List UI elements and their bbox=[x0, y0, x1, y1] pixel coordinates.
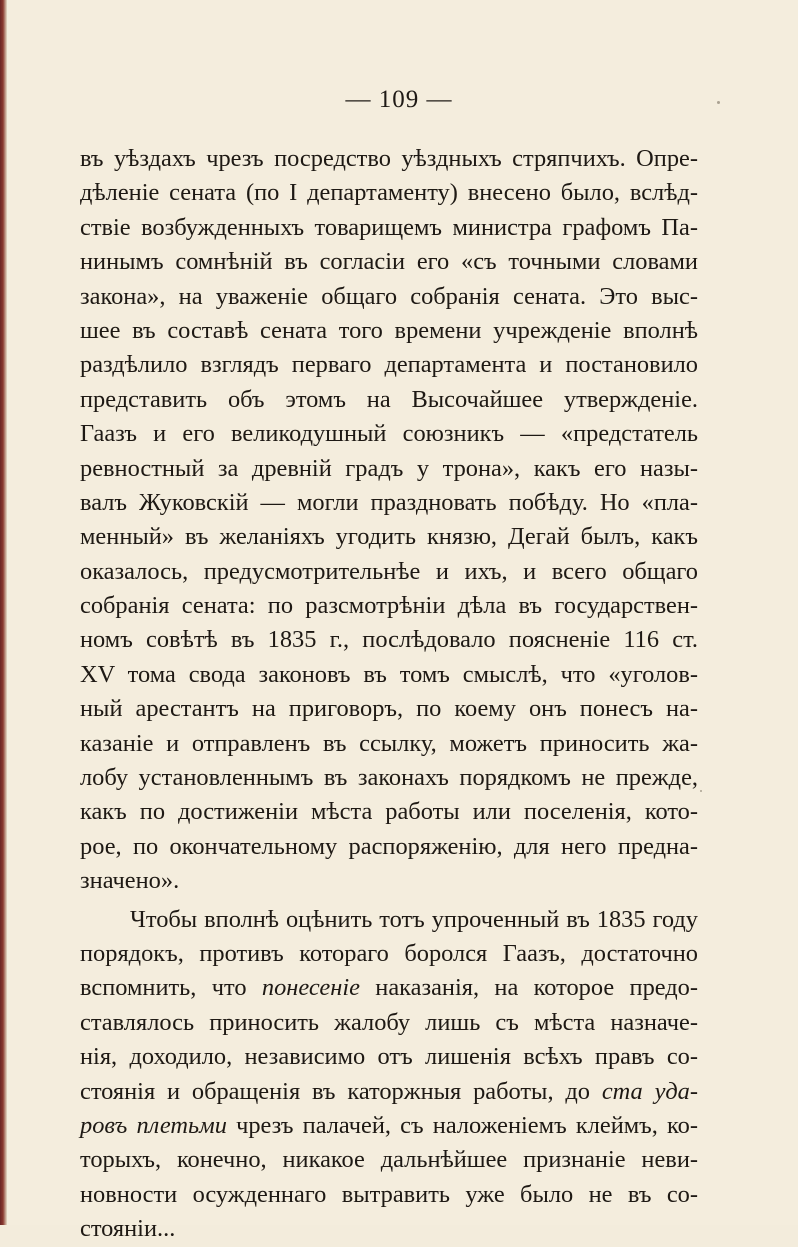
text-line bbox=[80, 1075, 698, 1109]
text-span: чрезъ палачей, съ наложеніемъ клеймъ, ко- bbox=[226, 1111, 698, 1139]
italic-text: ровъ плетьми bbox=[80, 1111, 227, 1139]
text-line: какъ по достиженіи мѣста работы или поселенія, кото- bbox=[80, 798, 698, 826]
text-line: казаніе и отправленъ въ ссылку, можетъ приносить жа- bbox=[80, 729, 698, 757]
text-line: значено». bbox=[80, 867, 180, 895]
text-line: XV тома свода законовъ въ томъ смыслѣ, что «уголов- bbox=[80, 660, 698, 688]
text-line: менный» въ желаніяхъ угодить князю, Дегай былъ, какъ bbox=[80, 523, 698, 551]
page-binding-edge bbox=[0, 0, 7, 1225]
text-span: стоянія и обращенія въ каторжныя работы, до bbox=[80, 1077, 602, 1105]
text-line: ный арестантъ на приговоръ, по коему онъ понесъ на- bbox=[80, 695, 698, 723]
text-line: закона», на уваженіе общаго собранія сената. Это выс- bbox=[80, 282, 698, 310]
text-line: оказалось, предусмотрительнѣе и ихъ, и всего общаго bbox=[80, 557, 698, 585]
text-line: порядокъ, противъ котораго боролся Гаазъ, достаточно bbox=[80, 939, 698, 967]
page-number: — 109 — bbox=[345, 86, 453, 113]
paragraph-2 bbox=[80, 903, 698, 1247]
text-line: стояніи... bbox=[80, 1215, 176, 1243]
text-line: въ уѣздахъ чрезъ посредство уѣздныхъ стряпчихъ. Опре- bbox=[80, 145, 698, 172]
paper-speck bbox=[717, 101, 720, 104]
text-span: вспомнить, что bbox=[80, 974, 262, 1002]
text-line: раздѣлило взглядъ перваго департамента и постановило bbox=[80, 351, 698, 379]
text-line: шее въ составѣ сената того времени учрежденіе вполнѣ bbox=[80, 316, 698, 344]
paper-speck bbox=[700, 790, 702, 792]
text-line: номъ совѣтѣ въ 1835 г., послѣдовало поясненіе 116 ст. bbox=[80, 626, 698, 654]
text-line: валъ Жуковскій — могли праздновать побѣду. Но «пла- bbox=[80, 488, 698, 516]
italic-text: понесеніе bbox=[261, 974, 360, 1002]
paragraph-1 bbox=[80, 142, 698, 899]
text-line: нія, доходило, независимо отъ лишенія всѣхъ правъ со- bbox=[80, 1043, 698, 1071]
text-span: наказанія, на которое предо- bbox=[359, 974, 698, 1002]
body-text bbox=[80, 142, 698, 1247]
text-line: ствіе возбужденныхъ товарищемъ министра графомъ Па- bbox=[80, 213, 698, 241]
text-line: Чтобы вполнѣ оцѣнить тотъ упроченный въ 1835 году bbox=[130, 905, 698, 933]
text-line: собранія сената: по разсмотрѣніи дѣла въ государствен- bbox=[80, 592, 698, 620]
text-line bbox=[80, 971, 698, 1005]
text-line: нинымъ сомнѣній въ согласіи его «съ точными словами bbox=[80, 248, 698, 276]
text-line: ревностный за древній градъ у трона», какъ его назы- bbox=[80, 454, 698, 482]
text-line: Гаазъ и его великодушный союзникъ — «предстатель bbox=[80, 420, 698, 448]
text-line: ставлялось приносить жалобу лишь съ мѣста назначе- bbox=[80, 1008, 698, 1036]
text-line: торыхъ, конечно, никакое дальнѣйшее признаніе неви- bbox=[80, 1146, 698, 1174]
text-line: дѣленіе сената (по I департаменту) внесено было, вслѣд- bbox=[80, 179, 698, 207]
text-line: новности осужденнаго вытравить уже было не въ со- bbox=[80, 1180, 698, 1208]
text-line: рое, по окончательному распоряженію, для него предна- bbox=[80, 832, 698, 860]
text-line: представить объ этомъ на Высочайшее утвержденіе. bbox=[80, 385, 698, 413]
italic-text: ста уда- bbox=[601, 1077, 698, 1105]
text-line: лобу установленнымъ въ законахъ порядкомъ не прежде, bbox=[80, 764, 698, 792]
text-line bbox=[80, 1109, 698, 1143]
